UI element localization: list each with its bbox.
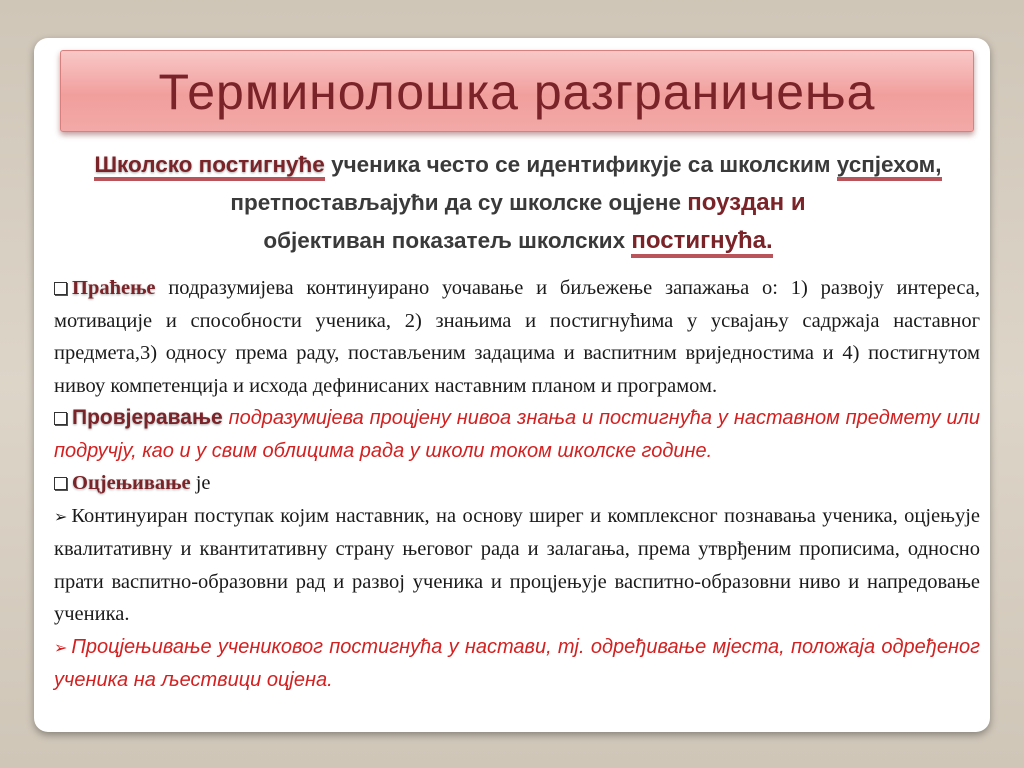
square-bullet-icon bbox=[54, 412, 67, 425]
item-monitoring bbox=[54, 272, 980, 402]
square-bullet-icon bbox=[54, 282, 67, 295]
item-checking bbox=[54, 402, 980, 467]
square-bullet-icon bbox=[54, 477, 67, 490]
sub-item-assessment-text: Процјењивање учениковог постигнућа у настави, тј. одређивање мјеста, положаја одређеног ученика на љествици оцјена. bbox=[54, 635, 980, 691]
intro-text-2: претпостављајући да су школске оцјене bbox=[230, 190, 688, 215]
sub-item-continuous-text: Континуиран поступак којим наставник, на основу ширег и комплексног познавања ученика, оцјењује квалитативну и квантитативну страну његовог рада и залагања, према утврђеним прописима, односно прати васпитно-образовни рад и развој ученика и процјењује васпитно-образовни ниво и напредовање ученика. bbox=[54, 504, 980, 625]
grading-suffix: је bbox=[190, 472, 211, 494]
intro-text-1: ученика често се идентификује са школским bbox=[324, 152, 837, 177]
item-grading bbox=[54, 467, 980, 500]
term-monitoring: Праћење bbox=[72, 277, 156, 299]
page-title: Терминолошка разграничења bbox=[158, 64, 876, 120]
intro-term-achievements: постигнућа. bbox=[631, 227, 772, 258]
sub-item-continuous bbox=[54, 500, 980, 631]
intro-term-success: успјехом, bbox=[837, 152, 942, 181]
intro-term-school-achievement: Школско постигнуће bbox=[94, 152, 324, 181]
intro-text-3: објективан показатељ школских bbox=[263, 228, 632, 253]
term-checking: Провјеравање bbox=[72, 406, 223, 429]
sub-item-assessment bbox=[54, 631, 980, 697]
body-content bbox=[54, 272, 980, 697]
checking-text: подразумијева процјену нивоа знања и постигнућа у наставном предмету или подручју, као и у свим облицима рада у школи током школске године. bbox=[54, 407, 980, 462]
intro-paragraph bbox=[52, 146, 984, 260]
arrow-right-icon: ➢ bbox=[54, 506, 68, 526]
title-box bbox=[60, 50, 974, 132]
term-grading: Оцјењивање bbox=[72, 472, 191, 494]
intro-emphasis-reliable: поуздан и bbox=[687, 189, 806, 216]
monitoring-text: подразумијева континуирано уочавање и биљежење запажања о: 1) развоју интереса, мотивације и способности ученика, 2) знањима и постигнућима у усвајању садржаја наставног предмета,3) односу према раду, постављеним задацима и васпитним вриједностима и 4) постигнутом нивоу компетенција и исхода дефинисаних наставним планом и програмом. bbox=[54, 277, 980, 397]
arrow-right-icon: ➢ bbox=[54, 637, 68, 657]
